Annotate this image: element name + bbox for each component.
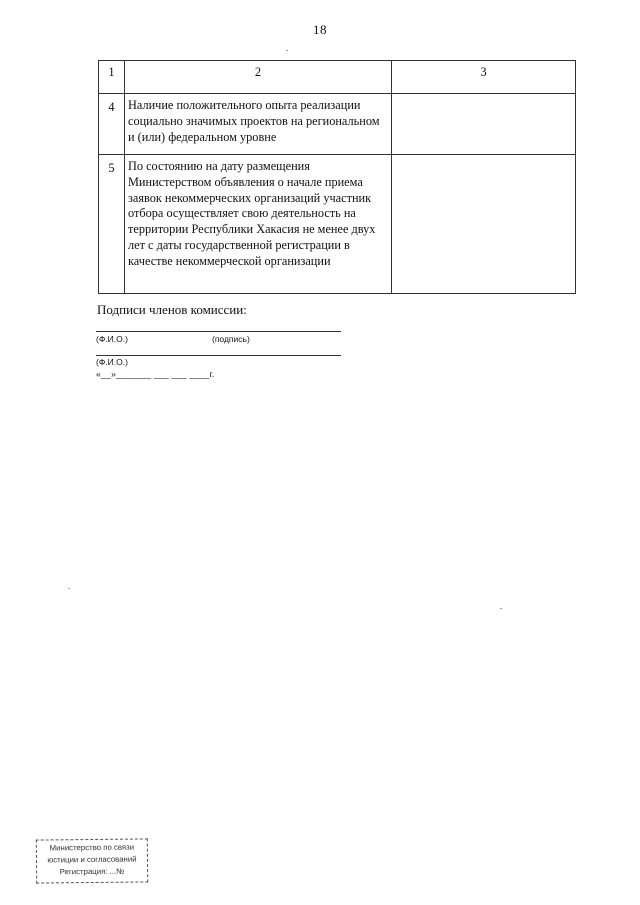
criteria-table xyxy=(98,60,576,294)
table-row xyxy=(99,155,576,294)
table-row xyxy=(99,94,576,155)
stamp-line: юстиции и согласований xyxy=(47,854,137,865)
table-header-row xyxy=(99,61,576,94)
criterion-text: По состоянию на дату размещения Министерством объявления о начале приема заявок некоммерческих организаций участник отбора осуществляет свою деятельность на территории Республики Хакасия не менее двух лет с даты государственной регистрации в качестве некоммерческой организации xyxy=(125,155,392,294)
signature-caption: (подпись) xyxy=(212,334,250,344)
stamp-line: Министерство по связи xyxy=(49,842,135,853)
signature-line xyxy=(96,331,341,332)
criterion-value xyxy=(392,155,576,294)
page-number: 18 xyxy=(313,22,327,37)
signature-line xyxy=(96,355,341,356)
fio-caption: (Ф.И.О.) xyxy=(96,357,128,367)
signatures-title: Подписи членов комиссии: xyxy=(97,302,247,317)
stamp-line: Регистрация: ...№ xyxy=(59,866,125,877)
registration-stamp xyxy=(36,838,148,883)
criterion-value xyxy=(392,94,576,155)
row-number: 5 xyxy=(99,155,125,294)
scan-speck xyxy=(286,50,288,51)
date-field: «__»_______ ___ ___ ____г. xyxy=(96,369,215,379)
column-header-2: 2 xyxy=(125,61,392,94)
row-number: 4 xyxy=(99,94,125,155)
column-header-1: 1 xyxy=(99,61,125,94)
scan-speck xyxy=(500,608,502,609)
criterion-text: Наличие положительного опыта реализации социально значимых проектов на региональном и (или) федеральном уровне xyxy=(125,94,392,155)
scan-speck xyxy=(68,588,70,589)
column-header-3: 3 xyxy=(392,61,576,94)
fio-caption: (Ф.И.О.) xyxy=(96,334,128,344)
